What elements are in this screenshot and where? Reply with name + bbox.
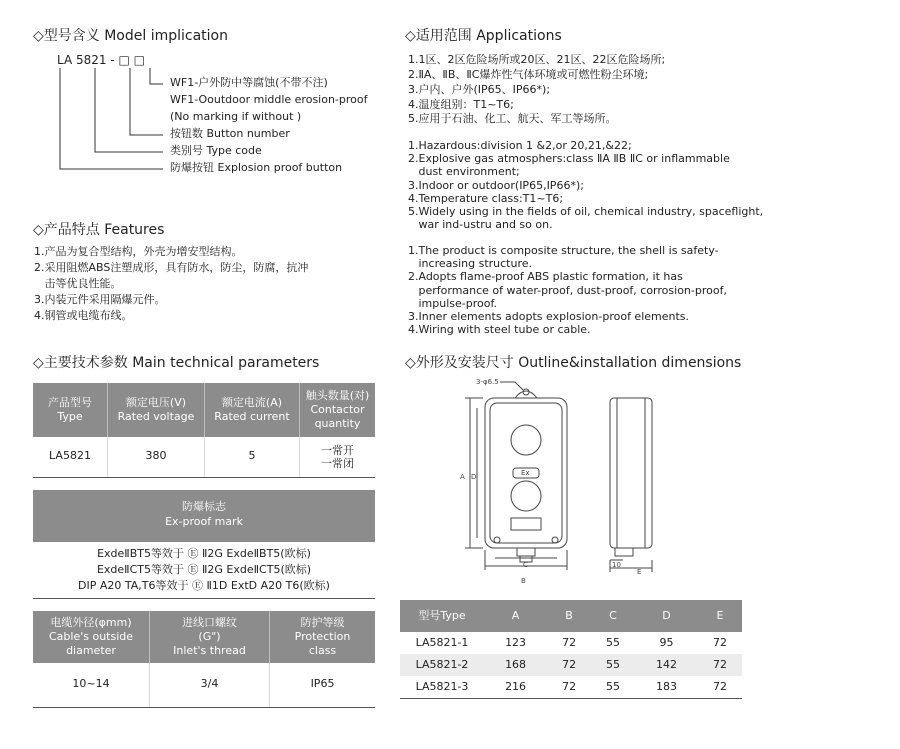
dims-cell: 72	[698, 676, 742, 699]
params-header-voltage: 额定电压(V) Rated voltage	[108, 383, 205, 437]
dims-header-a: A	[484, 600, 547, 632]
model-item-2: WF1-Ooutdoor middle erosion-proof	[170, 93, 368, 106]
dim-label-e: E	[637, 568, 642, 576]
features-heading: ◇产品特点 Features	[33, 222, 165, 238]
model-item-1: WF1-户外防中等腐蚀(不带不注)	[170, 76, 328, 89]
features-en-line: 2.Adopts flame-proof ABS plastic formation, it has	[408, 270, 683, 284]
ex-mark-label: Ex	[521, 469, 530, 477]
model-item-6: 防爆按钮 Explosion proof button	[170, 161, 343, 174]
params-table	[33, 383, 375, 478]
features-en-line: performance of water-proof, dust-proof, corrosion-proof,	[408, 283, 727, 297]
applications-cn-line: 5.应用于石油、化工、航天、军工等场所。	[408, 112, 617, 126]
params-cell-voltage: 380	[108, 437, 205, 477]
dims-cell: 72	[713, 635, 728, 649]
dims-header-d: D	[635, 600, 698, 632]
features-en-line: increasing structure.	[408, 257, 533, 271]
dims-cell: LA5821-2	[400, 654, 484, 676]
params-cell-type: LA5821	[33, 437, 108, 477]
params-header-type: 产品型号 Type	[33, 383, 108, 437]
params2-cell-thread: 3/4	[150, 663, 270, 707]
applications-en-list	[408, 139, 763, 231]
params-cell-contactor: 一常开 一常闭	[300, 437, 376, 477]
exmark-header: 防爆标志 Ex-proof mark	[33, 490, 375, 542]
applications-en-line: 4.Temperature class:T1~T6;	[408, 191, 564, 205]
model-item-3: (No marking if without )	[170, 110, 302, 123]
features-cn-line: 1.产品为复合型结构，外壳为增安型结构。	[34, 245, 243, 258]
dim-label-holes: 3-φ6.5	[476, 378, 499, 386]
table-row	[400, 676, 742, 699]
model-bracket-lines	[50, 62, 175, 177]
params2-header-thread: 进线口螺纹 (G") Inlet's thread	[150, 611, 270, 663]
features-en-list	[408, 244, 727, 336]
model-heading: ◇型号含义 Model implication	[33, 28, 228, 44]
applications-cn-line: 4.温度组别：T1~T6;	[408, 97, 514, 111]
dims-cell: 216	[484, 676, 547, 699]
dims-cell: 55	[591, 676, 635, 699]
dims-table	[400, 600, 742, 699]
dims-cell: 142	[635, 654, 698, 676]
features-cn-line: 2.采用阻燃ABS注塑成形，具有防水，防尘，防腐，抗冲	[34, 260, 309, 274]
applications-cn-line: 2.ⅡA、ⅡB、ⅡC爆炸性气体环境或可燃性粉尘环境;	[408, 67, 649, 81]
features-en-line: impulse-proof.	[408, 296, 498, 310]
dims-header-c: C	[591, 600, 635, 632]
features-cn-line: 击等优良性能。	[34, 276, 122, 290]
dims-cell: 168	[484, 654, 547, 676]
exmark-line-2: ExdeⅡCT5等效于 Ⓔ Ⅱ2G ExdeⅡCT5(欧标)	[96, 562, 312, 576]
dim-label-c: C	[523, 561, 528, 569]
dims-cell: 72	[547, 676, 591, 699]
exmark-lines	[33, 546, 375, 594]
applications-cn-line: 1.1区、2区危险场所或20区、21区、22区危险场所;	[408, 53, 666, 66]
dims-cell: 55	[605, 635, 620, 649]
dims-header-type: 型号Type	[400, 600, 484, 632]
features-cn-line: 3.内装元件采用隔爆元件。	[34, 292, 166, 306]
dims-cell: LA5821-1	[415, 635, 469, 649]
params2-header-protection: 防护等级 Protection class	[270, 611, 376, 663]
params2-cell-cable: 10~14	[33, 663, 150, 707]
params-cell-current: 5	[205, 437, 300, 477]
dim-label-ten: 10	[612, 561, 621, 569]
table-row	[400, 654, 742, 676]
applications-en-line: 1.Hazardous:division 1 &2,or 20,21,&22;	[408, 139, 632, 152]
applications-heading: ◇适用范围 Applications	[405, 28, 562, 44]
params-heading: ◇主要技术参数 Main technical parameters	[33, 355, 320, 371]
features-en-line: 1.The product is composite structure, the shell is safety-	[408, 244, 719, 257]
dims-cell: 55	[591, 654, 635, 676]
table-row	[400, 632, 742, 654]
applications-en-line: dust environment;	[408, 165, 520, 179]
dims-heading: ◇外形及安装尺寸 Outline&installation dimensions	[405, 355, 742, 371]
features-cn-line: 4.钢管或电缆布线。	[34, 308, 133, 322]
applications-en-line: 2.Explosive gas atmosphers:class ⅡA ⅡB ⅡC or inflammable	[408, 152, 730, 166]
features-en-line: 4.Wiring with steel tube or cable.	[408, 323, 591, 337]
dims-cell: 72	[698, 654, 742, 676]
params-header-contactor: 触头数量(对) Contactor quantity	[300, 383, 376, 437]
applications-cn-line: 3.户内、户外(IP65、IP66*);	[408, 82, 551, 96]
params2-header-cable: 电缆外径(φmm) Cable's outside diameter	[33, 611, 150, 663]
applications-en-line: war ind-ustru and so on.	[408, 218, 553, 232]
features-en-line: 3.Inner elements adopts explosion-proof elements.	[408, 309, 690, 323]
exmark-line-1: ExdeⅡBT5等效于 Ⓔ Ⅱ2G ExdeⅡBT5(欧标)	[97, 547, 311, 560]
dims-cell: 123	[505, 635, 527, 649]
outline-drawing	[455, 378, 690, 590]
dims-cell: 95	[659, 635, 674, 649]
exmark-divider	[33, 598, 375, 599]
dim-label-b: B	[521, 577, 526, 585]
dims-cell: LA5821-3	[400, 676, 484, 699]
dims-cell: 183	[635, 676, 698, 699]
params-table-2	[33, 611, 375, 708]
exmark-line-3: DIP A20 TA,T6等效于 Ⓔ Ⅱ1D ExtD A20 T6(欧标)	[78, 578, 330, 592]
dim-label-a: A	[460, 473, 465, 481]
applications-en-line: 5.Widely using in the fields of oil, chemical industry, spaceflight,	[408, 204, 764, 218]
features-cn-list	[34, 244, 308, 324]
dims-cell: 72	[562, 635, 577, 649]
params2-cell-protection: IP65	[270, 663, 376, 707]
dims-cell: 72	[547, 654, 591, 676]
applications-en-line: 3.Indoor or outdoor(IP65,IP66*);	[408, 178, 584, 192]
model-item-4: 按钮数 Button number	[170, 127, 290, 140]
model-item-5: 类别号 Type code	[170, 144, 262, 157]
params-header-current: 额定电流(A) Rated current	[205, 383, 300, 437]
applications-cn-list	[408, 53, 665, 127]
dims-header-e: E	[698, 600, 742, 632]
dim-label-d: D	[471, 473, 477, 481]
model-code: LA 5821 - □ □	[57, 53, 145, 67]
dims-header-b: B	[547, 600, 591, 632]
